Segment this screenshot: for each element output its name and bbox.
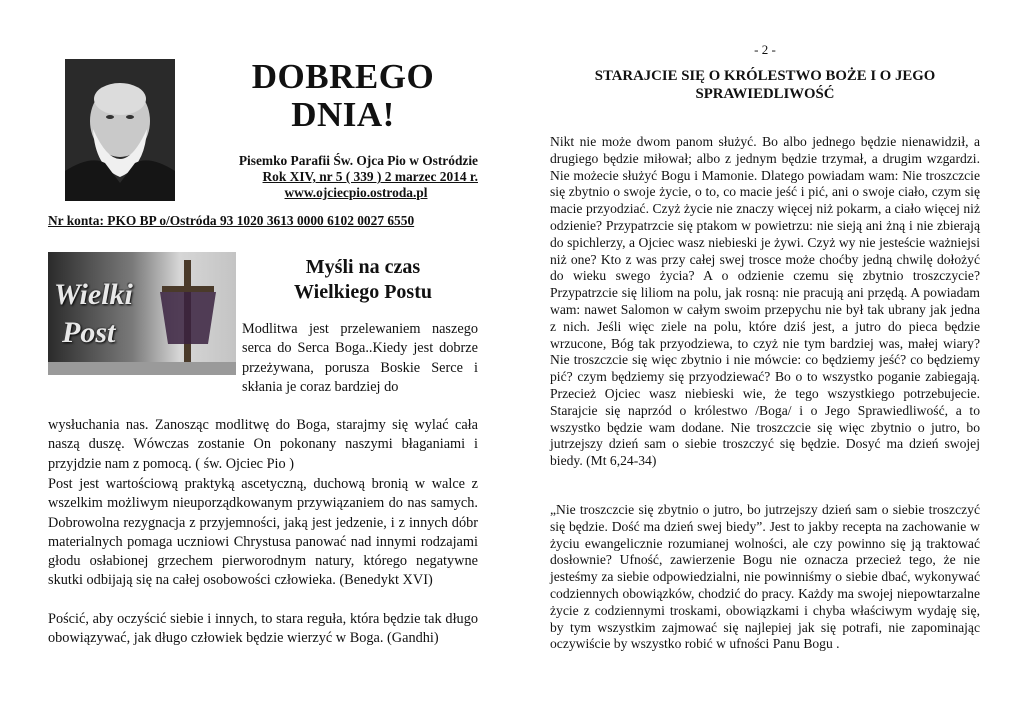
prayer-paragraph-top: Modlitwa jest przelewaniem naszego serca do Serca Boga..Kiedy jest dobrze przeżywana, porusza Boskie Serce i skłania je coraz bardziej do bbox=[242, 321, 478, 395]
cross-illustration bbox=[48, 252, 236, 375]
section-title-lent-thoughts bbox=[244, 255, 482, 305]
section-title-line2: Wielkiego Postu bbox=[294, 281, 432, 303]
publication-info bbox=[198, 153, 478, 201]
article-title-line2: SPRAWIEDLIWOŚĆ bbox=[695, 86, 835, 102]
article-title-line1: STARAJCIE SIĘ O KRÓLESTWO BOŻE I O JEGO bbox=[594, 68, 936, 84]
article-title bbox=[550, 67, 980, 103]
gandhi-paragraph: Pościć, aby oczyścić siebie i innych, to stara reguła, która będzie tak długo obowiązywać, jak długo człowiek będzie wierzyć w Boga. (Gandhi) bbox=[48, 611, 478, 647]
lent-word-post: Post bbox=[62, 316, 116, 349]
newsletter-title: DOBREGO DNIA! bbox=[251, 57, 435, 134]
page-number: - 2 - bbox=[754, 42, 776, 57]
lent-cross-image bbox=[48, 252, 236, 375]
section-title-line1: Myśli na czas bbox=[305, 256, 421, 278]
issue-info: Rok XIV, nr 5 ( 339 ) 2 marzec 2014 r. bbox=[262, 169, 478, 184]
portrait-illustration bbox=[65, 59, 175, 201]
prayer-paragraph-bottom: wysłuchania nas. Zanosząc modlitwę do Boga, starajmy się wylać cała naszą duszę. Wówczas zostanie On pokonany naszymi błaganiami i przyjdzie nam z pomocą. ( św. Ojciec Pio ) bbox=[48, 417, 478, 472]
parish-name: Pisemko Parafii Św. Ojca Pio w Ostródzie bbox=[238, 153, 478, 168]
right-column bbox=[550, 0, 980, 725]
left-column bbox=[48, 0, 480, 725]
saint-portrait-photo bbox=[65, 59, 175, 201]
gospel-paragraph: Nikt nie może dwom panom służyć. Bo albo jednego będzie nienawidził, a drugiego będzie miłował; albo z jednym będzie trzymał, a drugim wzgardzi. Nie możecie służyć Bogu i Mamonie. Dlatego powiadam wam: Nie troszczcie się zbytnio o swoje życie, o to, co macie jeść i pić, ani o swoje ciało, czym się macie przyodziać. Czyż życie nie znaczy więcej niż pokarm, a ciało więcej niż odzienie? Przypatrzcie się ptakom w powietrzu: nie sieją ani żną i nie zbierają do spichlerzy, a Ojciec wasz niebieski je żywi. Czyż wy nie jesteście ważniejsi niż one? Kto z was przy całej swej trosce może choćby jedną chwilę dołożyć do wieku swego życia? A o odzienie czemu się zbytnio troszczycie? Przypatrzcie się liliom na polu, jak rosną: nie pracują ani przędą. A powiadam wam: nawet Salomon w całym swoim przepychu nie był tak ubrany jak jedna z nich. Jeśli więc ziele na polu, które dziś jest, a jutro do pieca będzie wrzucone, Bóg tak przyodziewa, to czyż nie tym bardziej was, małej wiary? Nie troszczcie się więc zbytnio i nie mówcie: co będziemy jeść? co będziemy pić? czym będziemy się przyodziewać? Bo o to wszystko poganie zabiegają. Przecież Ojciec wasz niebieski wie, że tego wszystkiego potrzebujecie. Starajcie się naprzód o królestwo /Boga/ i o Jego Sprawiedliwość, a to wszystko będzie wam dodane. Nie troszczcie się więc zbytnio o jutro, bo jutrzejszy dzień sam o siebie troszczyć się będzie. Dosyć ma dzień swojej biedy. (Mt 6,24-34) bbox=[550, 134, 980, 469]
website-link[interactable]: www.ojciecpio.ostroda.pl bbox=[284, 185, 428, 200]
fasting-paragraph: Post jest wartościową praktyką ascetyczną, duchową bronią w walce z wszelkim możliwym nieuporządkowanym przywiązaniem do nas samych. Dobrowolna rezygnacja z przyjemności, jaką jest jedzenie, i z innych dóbr materialnych pomaga uczniowi Chrystusa panować nad innymi rodzajami głodu osłabionej grzechem pierworodnym natury, którego negatywne skutki odbijają się na całej osobowości człowieka. (Benedykt XVI) bbox=[48, 476, 478, 589]
commentary-paragraph: „Nie troszczcie się zbytnio o jutro, bo jutrzejszy dzień sam o siebie troszczyć się będzie. Dość ma dzień swej biedy”. Jest to jakby recepta na zachowanie w życiu ewangelicznie rozumianej wolności, ale czy powinno się ją traktować dosłownie? Ufność, zawierzenie Bogu nie oznacza przecież tego, że nie jesteśmy za siebie odpowiedzialni, nie powinniśmy o siebie dbać, wykonywać codziennych obowiązków, chodzić do pracy. Każdy ma swojej niepowtarzalne życie z codziennymi troskami, obowiązkami i chyba właściwym wydaję się, by tym wszystkim zajmować się najlepiej jak się potrafi, nie zapominając oczywiście by wszystko robić w ufności Panu Bogu . bbox=[550, 502, 980, 652]
bank-account: Nr konta: PKO BP o/Ostróda 93 1020 3613 0000 6102 0027 6550 bbox=[48, 213, 415, 228]
lent-word-wielki: Wielki bbox=[54, 278, 133, 311]
